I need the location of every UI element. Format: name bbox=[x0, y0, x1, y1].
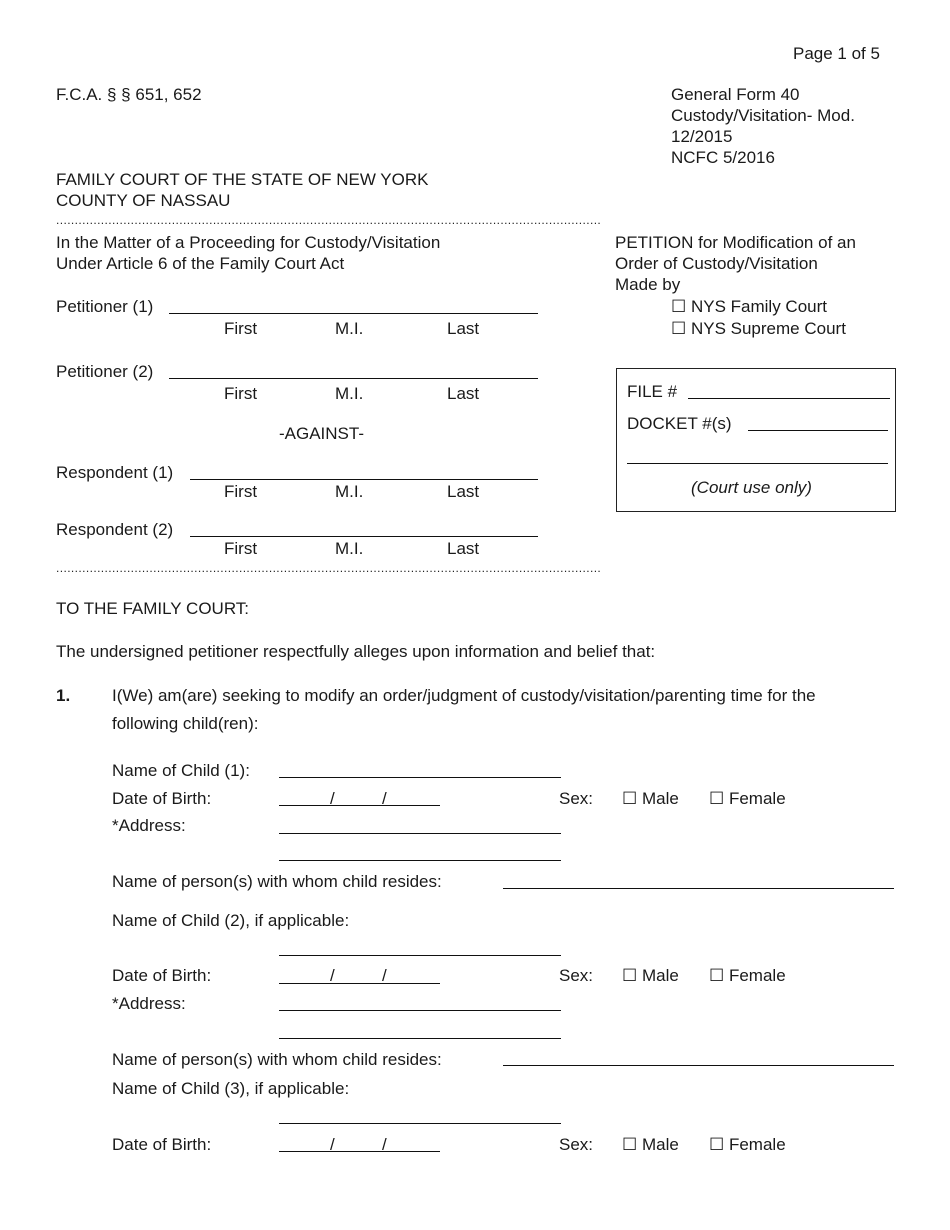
first-label: First bbox=[224, 482, 258, 501]
child-3-dob-label: Date of Birth: bbox=[112, 1135, 212, 1154]
child-2-address-field-2[interactable] bbox=[279, 1038, 561, 1039]
respondent-1-label: Respondent (1) bbox=[56, 463, 174, 482]
docket-number-field[interactable] bbox=[748, 430, 888, 431]
caption-bottom-divider: .................................................................................................................................................. bbox=[56, 561, 602, 575]
child-2-male-checkbox[interactable]: ☐ Male bbox=[622, 966, 679, 985]
petitioner-2-label: Petitioner (2) bbox=[56, 362, 154, 381]
child-1-name-label: Name of Child (1): bbox=[112, 761, 250, 780]
court-county: COUNTY OF NASSAU bbox=[56, 191, 231, 210]
dob-slash: / bbox=[330, 966, 335, 985]
petition-title-line-1: PETITION for Modification of an bbox=[615, 233, 856, 252]
child-3-female-checkbox[interactable]: ☐ Female bbox=[709, 1135, 786, 1154]
supreme-court-checkbox[interactable]: ☐ NYS Supreme Court bbox=[671, 319, 846, 338]
mi-label: M.I. bbox=[335, 539, 364, 558]
docket-number-field-2[interactable] bbox=[627, 463, 888, 464]
child-2-female-checkbox[interactable]: ☐ Female bbox=[709, 966, 786, 985]
item-1-text-line-2: following child(ren): bbox=[112, 714, 259, 733]
first-label: First bbox=[224, 384, 258, 403]
child-1-address-label: *Address: bbox=[112, 816, 186, 835]
mi-label: M.I. bbox=[335, 319, 364, 338]
child-1-female-checkbox[interactable]: ☐ Female bbox=[709, 789, 786, 808]
first-label: First bbox=[224, 539, 258, 558]
form-ncfc: NCFC 5/2016 bbox=[671, 148, 775, 167]
child-1-resides-field[interactable] bbox=[503, 888, 894, 889]
respondent-2-field[interactable] bbox=[190, 536, 538, 537]
child-2-dob-label: Date of Birth: bbox=[112, 966, 212, 985]
child-1-dob-label: Date of Birth: bbox=[112, 789, 212, 808]
form-number: General Form 40 bbox=[671, 85, 800, 104]
child-2-name-field[interactable] bbox=[279, 955, 561, 956]
statute-reference: F.C.A. § § 651, 652 bbox=[56, 85, 202, 104]
petitioner-1-label: Petitioner (1) bbox=[56, 297, 154, 316]
child-1-address-field-2[interactable] bbox=[279, 860, 561, 861]
first-label: First bbox=[224, 319, 258, 338]
dob-slash: / bbox=[382, 789, 387, 808]
docket-number-label: DOCKET #(s) bbox=[627, 414, 732, 433]
child-1-address-field[interactable] bbox=[279, 833, 561, 834]
file-number-field[interactable] bbox=[688, 398, 890, 399]
dob-slash: / bbox=[382, 966, 387, 985]
petitioner-1-field[interactable] bbox=[169, 313, 538, 314]
child-3-male-checkbox[interactable]: ☐ Male bbox=[622, 1135, 679, 1154]
child-3-sex-label: Sex: bbox=[559, 1135, 594, 1154]
against-label: -AGAINST- bbox=[279, 424, 365, 443]
child-2-sex-label: Sex: bbox=[559, 966, 594, 985]
matter-line-2: Under Article 6 of the Family Court Act bbox=[56, 254, 345, 273]
item-1-text-line-1: I(We) am(are) seeking to modify an order/judgment of custody/visitation/parenting time for the bbox=[112, 686, 816, 705]
petition-title-line-2: Order of Custody/Visitation bbox=[615, 254, 818, 273]
child-1-dob-field[interactable] bbox=[279, 805, 440, 806]
last-label: Last bbox=[447, 539, 480, 558]
child-1-name-field[interactable] bbox=[279, 777, 561, 778]
child-2-address-field[interactable] bbox=[279, 1010, 561, 1011]
child-1-male-checkbox[interactable]: ☐ Male bbox=[622, 789, 679, 808]
respondent-2-label: Respondent (2) bbox=[56, 520, 174, 539]
matter-line-1: In the Matter of a Proceeding for Custody/Visitation bbox=[56, 233, 441, 252]
dob-slash: / bbox=[330, 1135, 335, 1154]
last-label: Last bbox=[447, 319, 480, 338]
petitioner-2-field[interactable] bbox=[169, 378, 538, 379]
court-use-note: (Court use only) bbox=[691, 478, 812, 497]
child-3-dob-field[interactable] bbox=[279, 1151, 440, 1152]
form-type: Custody/Visitation- Mod. bbox=[671, 106, 855, 125]
child-1-sex-label: Sex: bbox=[559, 789, 594, 808]
family-court-checkbox[interactable]: ☐ NYS Family Court bbox=[671, 297, 827, 316]
petition-title-line-3: Made by bbox=[615, 275, 681, 294]
dob-slash: / bbox=[382, 1135, 387, 1154]
last-label: Last bbox=[447, 482, 480, 501]
last-label: Last bbox=[447, 384, 480, 403]
caption-top-divider: .................................................................................................................................................. bbox=[56, 213, 602, 227]
mi-label: M.I. bbox=[335, 482, 364, 501]
child-2-resides-label: Name of person(s) with whom child resides: bbox=[112, 1050, 442, 1069]
child-1-resides-label: Name of person(s) with whom child resides: bbox=[112, 872, 442, 891]
page-number: Page 1 of 5 bbox=[793, 44, 880, 63]
mi-label: M.I. bbox=[335, 384, 364, 403]
respondent-1-field[interactable] bbox=[190, 479, 538, 480]
child-2-resides-field[interactable] bbox=[503, 1065, 894, 1066]
dob-slash: / bbox=[330, 789, 335, 808]
form-date: 12/2015 bbox=[671, 127, 733, 146]
item-1-number: 1. bbox=[56, 686, 71, 705]
intro-text: The undersigned petitioner respectfully alleges upon information and belief that: bbox=[56, 642, 656, 661]
file-number-label: FILE # bbox=[627, 382, 678, 401]
child-2-dob-field[interactable] bbox=[279, 983, 440, 984]
child-3-name-field[interactable] bbox=[279, 1123, 561, 1124]
child-3-name-label: Name of Child (3), if applicable: bbox=[112, 1079, 350, 1098]
child-2-address-label: *Address: bbox=[112, 994, 186, 1013]
court-name: FAMILY COURT OF THE STATE OF NEW YORK bbox=[56, 170, 429, 189]
to-court-heading: TO THE FAMILY COURT: bbox=[56, 599, 250, 618]
child-2-name-label: Name of Child (2), if applicable: bbox=[112, 911, 350, 930]
